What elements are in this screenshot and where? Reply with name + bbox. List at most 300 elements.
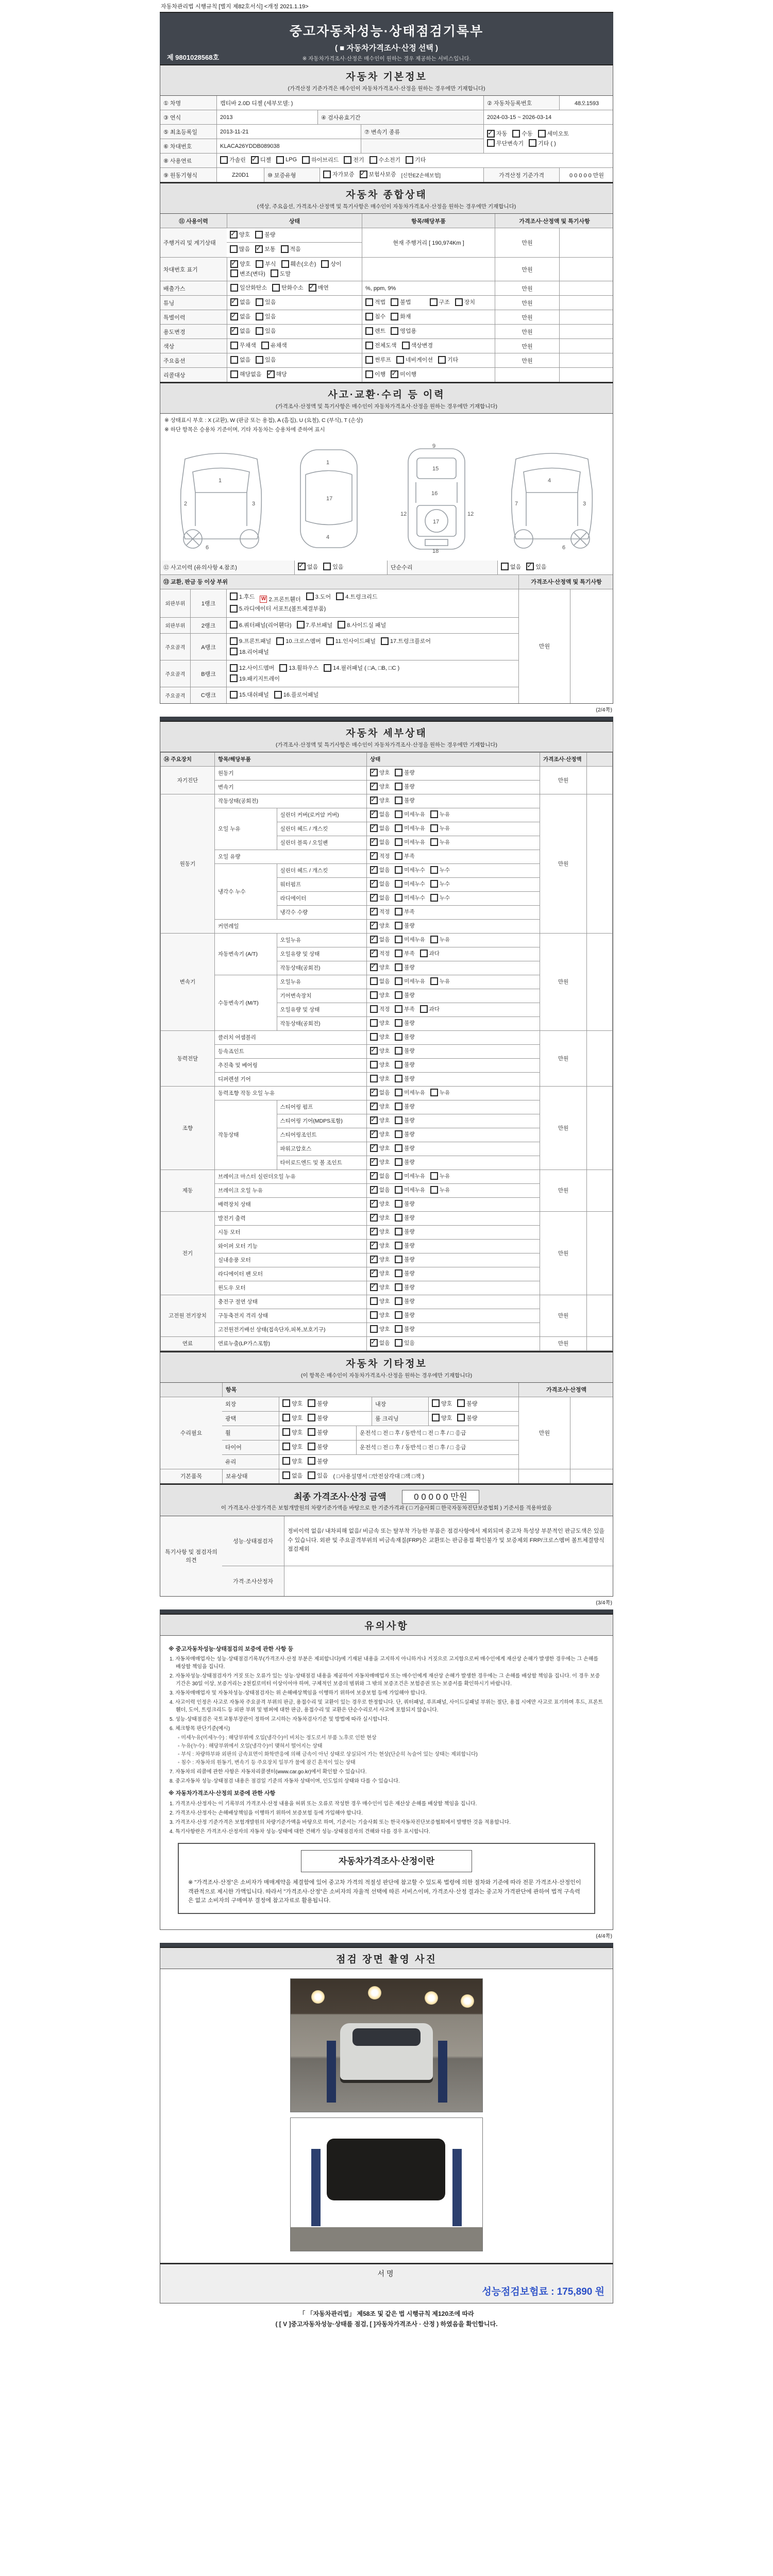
checkbox-option xyxy=(370,936,390,943)
checkbox-option xyxy=(395,1283,414,1291)
detail-item-label: 오일유량 및 상태 xyxy=(277,947,366,961)
table-cell xyxy=(559,310,614,324)
panel-label: 1.후드 xyxy=(239,594,255,600)
table-cell: 2024-03-15 ~ 2026-03-14 xyxy=(483,110,614,124)
detail-group-label: 제동 xyxy=(161,1170,215,1211)
option-label: 있음 xyxy=(265,299,276,306)
checkbox-option xyxy=(395,1311,414,1319)
checkbox-option xyxy=(432,1399,452,1408)
checkbox-option xyxy=(395,991,414,999)
option-label: 불량 xyxy=(404,1131,415,1138)
detail-title: 자동차 세부상태 xyxy=(346,727,427,739)
checked-checkbox-icon xyxy=(370,1047,378,1055)
table-cell: 단순수리 xyxy=(387,561,497,574)
detail-item-label: 작동상태(공회전) xyxy=(215,794,367,808)
checkbox-icon xyxy=(323,171,331,178)
rank-line xyxy=(230,674,515,684)
table-cell xyxy=(559,281,614,295)
detail-state-cell xyxy=(367,989,540,1003)
checkbox-option xyxy=(282,1399,303,1408)
svg-text:17: 17 xyxy=(433,518,440,525)
option-label: 양호 xyxy=(379,1145,390,1151)
option-label: 적정 xyxy=(379,1006,390,1012)
option-label: 양호 xyxy=(292,1444,303,1450)
checkbox-option xyxy=(430,894,450,902)
option-group xyxy=(370,980,455,987)
checked-checkbox-icon xyxy=(370,1339,378,1347)
option-label: 일산화탄소 xyxy=(240,285,267,292)
option-label: 미세누유 xyxy=(404,1173,425,1179)
checkbox-option xyxy=(430,1089,450,1096)
checkbox-option xyxy=(370,1339,390,1347)
checkbox-icon xyxy=(230,592,238,600)
detail-row xyxy=(161,1336,613,1350)
checked-checkbox-icon xyxy=(370,769,378,776)
checkbox-option xyxy=(370,810,390,818)
detail-state-cell xyxy=(367,919,540,933)
checkbox-icon xyxy=(430,1186,438,1194)
checkbox-option xyxy=(395,1019,414,1027)
checkbox-option xyxy=(370,1228,390,1235)
detail-item-label: 동력조향 작동 오일 누유 xyxy=(215,1086,367,1100)
option-label: 미이행 xyxy=(400,371,417,378)
detail-state-cell xyxy=(367,780,540,794)
checkbox-option xyxy=(220,156,246,164)
detail-row xyxy=(161,794,613,808)
checkbox-option xyxy=(370,1019,390,1027)
checkbox-icon xyxy=(430,298,438,306)
checked-checkbox-icon xyxy=(370,1158,378,1166)
checked-checkbox-icon xyxy=(526,563,534,570)
table-cell: ⑧ 사용연료 xyxy=(160,154,216,167)
notice-title: 유의사항 xyxy=(364,1620,409,1632)
table-cell xyxy=(227,281,362,295)
option-label: 양호 xyxy=(379,1242,390,1249)
detail-note-cell xyxy=(587,794,613,933)
table-row xyxy=(160,110,613,124)
table-cell: ⑬ 교환, 판금 등 이상 부위 xyxy=(163,579,228,586)
checkbox-icon xyxy=(281,245,289,253)
option-label: 미세누수 xyxy=(404,880,425,887)
option-group xyxy=(370,894,455,903)
overall-title: 자동차 종합상태 xyxy=(346,190,427,200)
detail-group-label: 연료 xyxy=(161,1336,215,1350)
rank-line xyxy=(230,648,515,657)
table-row xyxy=(160,167,613,182)
checkbox-icon xyxy=(230,269,238,277)
report-subtitle: ( ■ 자동차가격조사·산정 선택 ) xyxy=(334,44,439,53)
checked-checkbox-icon xyxy=(370,810,378,818)
panel-item xyxy=(260,595,300,603)
panel-item xyxy=(230,637,271,645)
detail-state-cell xyxy=(367,863,540,877)
rank-line xyxy=(230,621,515,631)
table-cell xyxy=(362,258,495,281)
option-label: 없음 xyxy=(379,1187,390,1193)
detail-state-cell xyxy=(367,905,540,919)
accident-notes xyxy=(160,414,613,437)
option-label: 보통 xyxy=(264,246,276,253)
option-label: 많음 xyxy=(239,246,250,253)
checkbox-option xyxy=(370,1047,390,1055)
table-cell: ⑩ 보증유형 xyxy=(264,168,320,182)
detail-item-label: 실내송풍 모터 xyxy=(215,1253,367,1267)
option-label: 불량 xyxy=(404,1284,415,1291)
checkbox-option xyxy=(395,824,425,832)
checkbox-icon xyxy=(391,327,398,335)
option-label: 불법 xyxy=(400,299,411,306)
basic-items-extra: ( □사용설명서 □안전삼각대 □잭 □잭 ) xyxy=(333,1473,425,1480)
car-diagram-rear-quarter xyxy=(500,444,603,554)
option-label: 불량 xyxy=(404,1228,415,1235)
detail-group-label: 동력전달 xyxy=(161,1030,215,1086)
panel-item xyxy=(306,592,331,601)
table-cell: 배출가스 xyxy=(160,281,227,295)
option-label: 적법 xyxy=(375,299,386,306)
detail-price-cell: 만원 xyxy=(540,794,587,933)
detail-item-label: 기어변속장치 xyxy=(277,989,366,1003)
option-label: 양호 xyxy=(379,1159,390,1165)
table-cell: 만원 xyxy=(495,296,559,310)
option-label: 없음 xyxy=(240,299,251,306)
option-label: 양호 xyxy=(379,1312,390,1318)
table-cell: 운전석 □ 전 □ 후 / 동반석 □ 전 □ 후 / □ 응급 xyxy=(356,1440,518,1454)
checkbox-icon xyxy=(391,298,398,306)
table-row xyxy=(160,139,483,153)
panel-label: 17.트렁크플로어 xyxy=(390,638,431,645)
checkbox-icon xyxy=(395,977,402,985)
checkbox-option xyxy=(526,563,546,571)
checkbox-icon xyxy=(230,370,238,378)
notice-item: 2. 가격조사·산정자는 손해배상책임을 이행하기 위하여 보증보험 등에 가입해야 합니다. xyxy=(170,1810,363,1816)
page-mark-3: (3/4쪽) xyxy=(596,1599,612,1606)
checkbox-option xyxy=(395,796,414,804)
checked-checkbox-icon xyxy=(370,936,378,943)
notice-item: 4. 사고이력 인정은 사고로 자동차 주요골격 부위의 판금, 용접수리 및 교환이 있는 경우로 한정합니다. 단, 쿼터패널, 루프패널, 사이드실패널 부위는 절단, 용접 시에만 사고로 표기하며 후드, 프론트휀더, 도어, 트렁크리드 등 외판 부위 및 범퍼에 대한 판금, 용접수리 및 교환은 단순수리로서 사고에 포함되지 않습니다. xyxy=(170,1700,603,1714)
table-row xyxy=(160,214,613,228)
checkbox-icon xyxy=(430,977,438,985)
checkbox-option xyxy=(391,298,411,306)
detail-note-cell xyxy=(587,1086,613,1170)
option-label: 없음 xyxy=(379,880,390,887)
checked-checkbox-icon xyxy=(370,1172,378,1180)
option-label: 화재 xyxy=(400,314,411,320)
option-label: 미세누유 xyxy=(404,978,425,985)
svg-text:15: 15 xyxy=(432,465,439,472)
detail-grid xyxy=(160,752,613,1351)
checked-checkbox-icon xyxy=(370,908,378,916)
checkbox-option xyxy=(455,298,475,306)
checkbox-icon xyxy=(395,1283,402,1291)
option-group xyxy=(370,1314,420,1320)
rank-line xyxy=(230,637,515,647)
repair-row xyxy=(222,1411,518,1426)
checkbox-option xyxy=(395,1325,414,1333)
checkbox-option xyxy=(323,170,355,178)
table-cell: 2랭크 xyxy=(190,618,226,634)
detail-item-label: 구동축전지 격리 상태 xyxy=(215,1309,367,1323)
table-cell xyxy=(227,228,361,242)
checkbox-icon xyxy=(279,664,287,672)
option-group xyxy=(370,1089,455,1098)
checkbox-option xyxy=(370,1005,390,1013)
checked-checkbox-icon xyxy=(370,1144,378,1152)
option-group xyxy=(370,1133,420,1140)
detail-item-label: 클러치 어셈블리 xyxy=(215,1030,367,1044)
checkbox-option xyxy=(395,1158,414,1166)
table-cell xyxy=(559,368,614,382)
checkbox-option xyxy=(395,1033,414,1041)
option-label: 양호 xyxy=(441,1400,452,1407)
table-cell xyxy=(362,296,495,310)
table-cell: 가격산정 기준가격 xyxy=(483,168,559,182)
checkbox-icon xyxy=(338,621,345,629)
checkbox-icon xyxy=(395,1325,402,1333)
table-row xyxy=(160,124,613,153)
checkbox-option xyxy=(370,1297,390,1305)
table-cell: 주요골격 xyxy=(160,660,190,687)
ranks-left xyxy=(160,589,518,703)
table-cell: 외장 xyxy=(222,1397,279,1411)
table-cell: 운전석 □ 전 □ 후 / 동반석 □ 전 □ 후 / □ 응급 xyxy=(356,1426,518,1440)
option-label: 양호 xyxy=(379,783,390,790)
option-group xyxy=(298,563,349,572)
notice-criteria-item: ◦ 침수 : 자동차의 원동기, 변속기 등 주요장치 일부가 물에 잠긴 흔적이 있는 상태 xyxy=(178,1760,356,1766)
checkbox-icon xyxy=(370,1005,378,1013)
table-cell: 48오1593 xyxy=(559,96,614,110)
option-label: 불량 xyxy=(404,1214,415,1221)
checked-checkbox-icon xyxy=(298,563,306,570)
option-label: 적정 xyxy=(379,950,390,957)
table-cell xyxy=(361,139,483,153)
checkbox-icon xyxy=(230,284,238,292)
checkbox-icon xyxy=(395,1047,402,1055)
checkbox-option xyxy=(370,796,390,804)
detail-item-label: 실린더 헤드 / 개스킷 xyxy=(277,863,366,877)
checkbox-icon xyxy=(256,327,263,335)
table-cell xyxy=(227,339,362,353)
checkbox-icon xyxy=(395,1242,402,1249)
checkbox-icon xyxy=(432,1399,440,1407)
table-cell: ① 차명 xyxy=(160,96,216,110)
table-cell: 광택 xyxy=(222,1412,279,1426)
detail-item-label: 오일유량 및 상태 xyxy=(277,1003,366,1016)
checkbox-option xyxy=(395,1130,414,1138)
option-label: 있음 xyxy=(332,564,344,570)
detail-state-cell xyxy=(367,1309,540,1323)
checkbox-icon xyxy=(395,1033,402,1041)
detail-state-cell xyxy=(367,1003,540,1016)
table-cell: 만원 xyxy=(495,281,559,295)
detail-item-label: 라디에이터 xyxy=(277,891,366,905)
detail-state-cell xyxy=(367,1086,540,1100)
option-label: 미세누유 xyxy=(404,936,425,943)
option-label: 유채색 xyxy=(270,343,287,349)
checkbox-option xyxy=(395,1116,414,1124)
detail-item-label: 디퍼렌셜 기어 xyxy=(215,1072,367,1086)
option-label: 부족 xyxy=(404,853,415,859)
table-cell: 특기사항 및 점검자의 의견 xyxy=(160,1516,222,1596)
checkbox-icon xyxy=(395,880,402,888)
detail-subgroup-label: 작동상태 xyxy=(215,1100,277,1170)
option-group xyxy=(370,1270,420,1279)
checkbox-icon xyxy=(370,1311,378,1319)
notice-item: 1. 자동차매매업자는 성능·상태점검기록부(가격조사·산정 부분은 제외합니다)에 기재된 내용을 고지하지 아니하거나 거짓으로 고지함으로써 매수인에게 재산상 손해가 발생한 경우에는 그 손해를 배상할 책임을 집니다. xyxy=(170,1656,599,1670)
checkbox-icon xyxy=(430,894,438,902)
checkbox-option xyxy=(430,977,450,985)
option-group xyxy=(370,1214,420,1223)
checked-checkbox-icon xyxy=(370,866,378,874)
option-label: 기타 xyxy=(447,357,459,364)
checkbox-icon xyxy=(256,356,263,364)
checkbox-icon xyxy=(406,156,413,164)
table-cell: 항목 xyxy=(222,1383,518,1397)
option-label: 양호 xyxy=(379,1256,390,1263)
option-label: 불량 xyxy=(404,1047,415,1054)
table-cell: 만원 xyxy=(495,258,559,281)
checkbox-option xyxy=(395,1172,425,1180)
option-group xyxy=(282,1399,333,1409)
option-group xyxy=(230,230,281,240)
final-price-label: 최종 가격조사·산정 금액 xyxy=(294,1492,386,1502)
option-group xyxy=(370,1228,420,1237)
checkbox-option xyxy=(281,245,301,253)
table-row xyxy=(160,324,613,338)
car-diagram-front-quarter xyxy=(170,444,273,554)
checked-checkbox-icon xyxy=(360,171,367,178)
option-group xyxy=(370,1022,420,1028)
option-group xyxy=(370,1256,420,1265)
checkbox-icon xyxy=(381,637,389,645)
checkbox-icon xyxy=(282,1471,290,1479)
checkbox-icon xyxy=(395,1269,402,1277)
checkbox-option xyxy=(365,341,397,349)
option-label: 불량 xyxy=(404,1020,415,1026)
detail-item-label: 실린더 헤드 / 개스킷 xyxy=(277,822,366,836)
table-cell: ⑪ 사용이력 xyxy=(179,218,208,225)
checkbox-option xyxy=(370,1075,390,1082)
option-label: 양호 xyxy=(292,1429,303,1436)
checkbox-option xyxy=(395,1339,414,1347)
detail-item-label: 추진축 및 베어링 xyxy=(215,1058,367,1072)
table-cell: 리콜대상 xyxy=(160,368,227,382)
report-title: 중고자동차성능·상태점검기록부 xyxy=(289,24,484,39)
detail-state-cell xyxy=(367,947,540,961)
checkbox-icon xyxy=(365,356,373,364)
detail-item-label: 원동기 xyxy=(215,766,367,780)
table-cell: ⑤ 최초등록일 xyxy=(160,125,216,139)
checkbox-option xyxy=(370,1311,390,1319)
table-cell xyxy=(495,368,559,382)
option-group xyxy=(430,301,481,308)
option-label: 영업용 xyxy=(400,328,417,335)
checkbox-option xyxy=(365,298,385,306)
checkbox-icon xyxy=(395,1075,402,1082)
rank-row xyxy=(160,589,518,617)
rank-line xyxy=(230,690,515,700)
table-cell: KLACA26YDDB089038 xyxy=(216,139,361,153)
option-label: 양호 xyxy=(379,992,390,998)
checkbox-option xyxy=(370,991,390,999)
table-row xyxy=(160,561,613,574)
option-label: 양호 xyxy=(441,1415,452,1421)
option-group xyxy=(230,260,359,279)
checkbox-icon xyxy=(430,810,438,818)
checkbox-icon xyxy=(308,1457,315,1465)
detail-state-cell xyxy=(367,891,540,905)
detail-price-cell: 만원 xyxy=(540,1170,587,1211)
checked-checkbox-icon xyxy=(370,824,378,832)
panel-label: 16.플로어패널 xyxy=(283,692,319,699)
checkbox-icon xyxy=(430,838,438,846)
checkbox-icon xyxy=(395,824,402,832)
checkbox-icon xyxy=(271,269,278,277)
checkbox-icon xyxy=(230,691,238,699)
checkbox-option xyxy=(370,1186,390,1194)
svg-text:12: 12 xyxy=(400,511,407,517)
option-group xyxy=(365,355,463,365)
checkbox-icon xyxy=(395,866,402,874)
table-cell: 1랭크 xyxy=(190,589,226,617)
checkbox-icon xyxy=(261,342,269,349)
table-cell xyxy=(226,618,518,634)
option-label: 적정 xyxy=(379,853,390,859)
checkbox-option xyxy=(395,908,414,916)
checkbox-icon xyxy=(395,769,402,776)
repair-row xyxy=(222,1454,518,1469)
checkbox-option xyxy=(298,563,318,571)
detail-item-label: 작동상태(공회전) xyxy=(277,1016,366,1030)
checkbox-option xyxy=(457,1399,477,1408)
detail-state-table xyxy=(160,752,613,1351)
option-label: 없음 xyxy=(240,328,251,335)
detail-header-cell: 항목/해당부품 xyxy=(215,752,367,766)
table-cell xyxy=(294,561,387,574)
detail-state-cell xyxy=(367,1030,540,1044)
checkbox-icon xyxy=(430,1172,438,1180)
option-group xyxy=(230,370,292,380)
option-label: 양호 xyxy=(379,1075,390,1082)
option-label: 없음 xyxy=(240,357,251,364)
option-group xyxy=(282,1428,333,1438)
option-label: 적음 xyxy=(290,246,301,253)
table-cell: 내장 xyxy=(372,1397,428,1411)
form-reference: 자동차관리법 시행규칙 [별지 제82호서식] <개정 2021.1.19> xyxy=(161,4,309,10)
detail-item-label: 충전구 절연 상태 xyxy=(215,1295,367,1309)
checkbox-option xyxy=(369,156,401,164)
option-label: 양호 xyxy=(379,1020,390,1026)
detail-group-label: 전기 xyxy=(161,1211,215,1295)
svg-text:6: 6 xyxy=(562,544,566,551)
checkbox-option xyxy=(370,866,390,874)
table-cell xyxy=(570,1469,614,1483)
table-cell xyxy=(428,1412,518,1426)
checkbox-icon xyxy=(487,139,495,147)
option-group xyxy=(282,1471,333,1481)
option-label: 누수 xyxy=(439,894,450,901)
option-label: 있음 xyxy=(404,1340,415,1346)
checkbox-icon xyxy=(395,1144,402,1152)
option-group xyxy=(370,1147,420,1154)
table-cell: 현재 주행거리 [ 190,974Km ] xyxy=(362,228,495,257)
checkbox-icon xyxy=(282,1414,290,1421)
detail-group-label: 고전원 전기장치 xyxy=(161,1295,215,1336)
option-label: 양호 xyxy=(239,232,250,239)
detail-item-label: 작동상태(공회전) xyxy=(277,961,366,975)
detail-state-cell xyxy=(367,1142,540,1156)
confirmation-line-1: 「 「자동차관리법」 제58조 및 같은 법 시행규칙 제120조에 따라 xyxy=(299,2310,474,2317)
checkbox-icon xyxy=(308,1471,315,1479)
